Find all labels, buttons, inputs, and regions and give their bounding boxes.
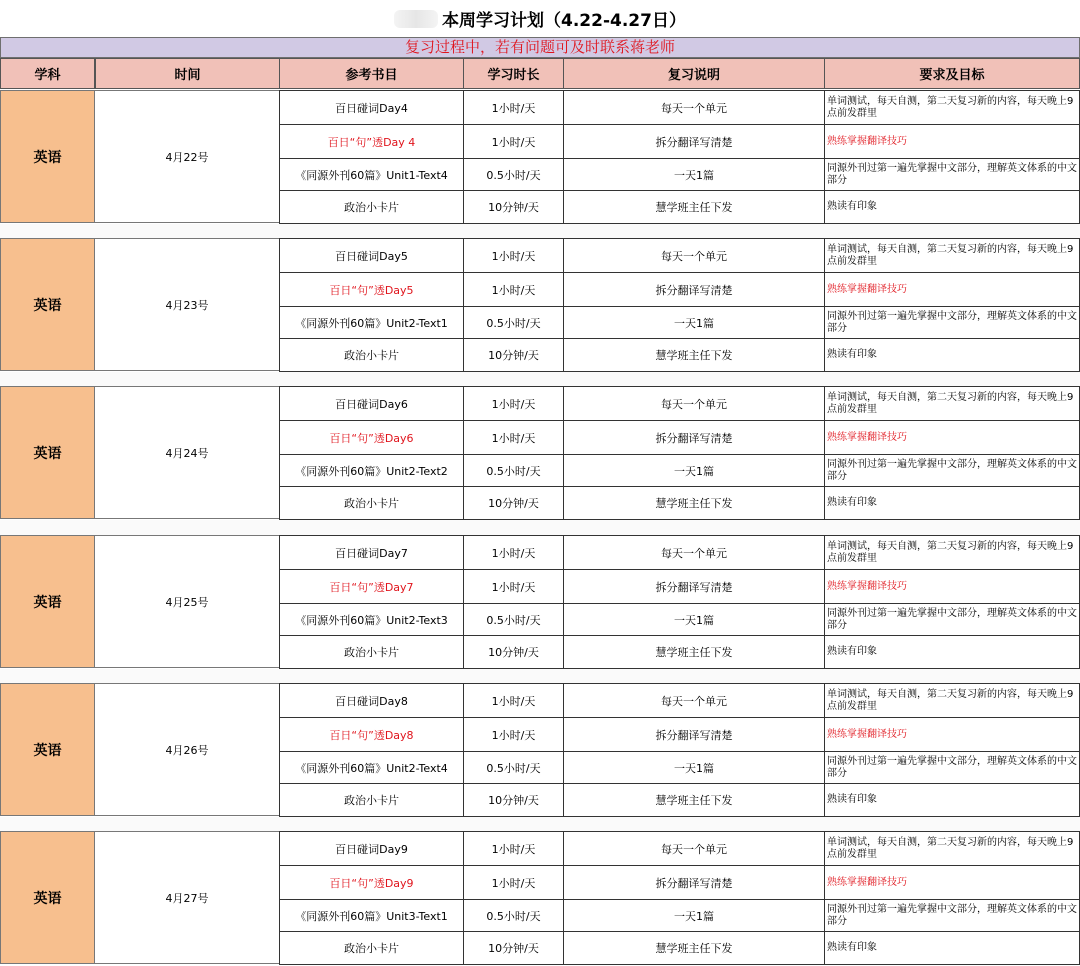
notes-cell: 慧学班主任下发	[563, 338, 825, 372]
notes-cell: 每天一个单元	[563, 90, 825, 125]
notes-cell: 每天一个单元	[563, 238, 825, 273]
goals-cell: 单词测试，每天自测，第二天复习新的内容，每天晚上9点前发群里	[824, 683, 1080, 718]
goals-cell: 熟练掌握翻译技巧	[824, 865, 1080, 900]
book-cell: 政治小卡片	[279, 635, 464, 669]
goals-cell: 单词测试，每天自测，第二天复习新的内容，每天晚上9点前发群里	[824, 831, 1080, 866]
notes-cell: 一天1篇	[563, 603, 825, 636]
book-cell: 百日“句”透Day8	[279, 717, 464, 752]
goals-cell: 同源外刊过第一遍先掌握中文部分，理解英文体系的中文部分	[824, 306, 1080, 339]
goals-cell: 单词测试，每天自测，第二天复习新的内容，每天晚上9点前发群里	[824, 386, 1080, 421]
notes-cell: 拆分翻译写清楚	[563, 124, 825, 159]
duration-cell: 1小时/天	[463, 90, 564, 125]
subject-cell: 英语	[0, 831, 95, 964]
duration-cell: 1小时/天	[463, 683, 564, 718]
page-title	[0, 0, 1080, 37]
goals-cell: 单词测试，每天自测，第二天复习新的内容，每天晚上9点前发群里	[824, 90, 1080, 125]
notes-cell: 慧学班主任下发	[563, 783, 825, 817]
goals-cell: 熟练掌握翻译技巧	[824, 569, 1080, 604]
header-book: 参考书目	[279, 58, 464, 89]
duration-cell: 0.5小时/天	[463, 751, 564, 784]
book-cell: 百日碰词Day4	[279, 90, 464, 125]
date-cell: 4月25号	[95, 535, 279, 668]
duration-cell: 10分钟/天	[463, 783, 564, 817]
duration-cell: 1小时/天	[463, 831, 564, 866]
notes-cell: 每天一个单元	[563, 386, 825, 421]
book-cell: 百日“句”透Day6	[279, 420, 464, 455]
goals-cell: 单词测试，每天自测，第二天复习新的内容，每天晚上9点前发群里	[824, 535, 1080, 570]
book-cell: 百日“句”透Day9	[279, 865, 464, 900]
book-cell: 百日碰词Day9	[279, 831, 464, 866]
book-cell: 《同源外刊60篇》Unit1-Text4	[279, 158, 464, 191]
book-cell: 政治小卡片	[279, 190, 464, 224]
header-time: 时间	[95, 58, 280, 89]
notes-cell: 拆分翻译写清楚	[563, 272, 825, 307]
date-cell: 4月27号	[95, 831, 279, 964]
goals-cell: 熟读有印象	[824, 635, 1080, 669]
book-cell: 《同源外刊60篇》Unit2-Text3	[279, 603, 464, 636]
notes-cell: 一天1篇	[563, 751, 825, 784]
duration-cell: 10分钟/天	[463, 338, 564, 372]
goals-cell: 熟练掌握翻译技巧	[824, 717, 1080, 752]
book-cell: 百日“句”透Day 4	[279, 124, 464, 159]
notes-cell: 拆分翻译写清楚	[563, 569, 825, 604]
date-cell: 4月26号	[95, 683, 279, 816]
subject-cell: 英语	[0, 683, 95, 816]
title-text: 本周学习计划（4.22-4.27日）	[442, 11, 686, 31]
notes-cell: 每天一个单元	[563, 831, 825, 866]
book-cell: 政治小卡片	[279, 486, 464, 520]
goals-cell: 熟练掌握翻译技巧	[824, 420, 1080, 455]
goals-cell: 熟读有印象	[824, 486, 1080, 520]
goals-cell: 同源外刊过第一遍先掌握中文部分，理解英文体系的中文部分	[824, 603, 1080, 636]
goals-cell: 熟读有印象	[824, 783, 1080, 817]
duration-cell: 1小时/天	[463, 535, 564, 570]
notes-cell: 一天1篇	[563, 899, 825, 932]
book-cell: 《同源外刊60篇》Unit2-Text1	[279, 306, 464, 339]
subject-cell: 英语	[0, 535, 95, 668]
goals-cell: 熟读有印象	[824, 190, 1080, 224]
goals-cell: 同源外刊过第一遍先掌握中文部分，理解英文体系的中文部分	[824, 751, 1080, 784]
duration-cell: 0.5小时/天	[463, 603, 564, 636]
book-cell: 百日“句”透Day7	[279, 569, 464, 604]
redacted-mark	[394, 10, 438, 28]
goals-cell: 单词测试，每天自测，第二天复习新的内容，每天晚上9点前发群里	[824, 238, 1080, 273]
notes-cell: 慧学班主任下发	[563, 190, 825, 224]
notice-banner: 复习过程中，若有问题可及时联系蒋老师	[0, 37, 1080, 58]
notes-cell: 慧学班主任下发	[563, 635, 825, 669]
book-cell: 百日碰词Day5	[279, 238, 464, 273]
goals-cell: 同源外刊过第一遍先掌握中文部分，理解英文体系的中文部分	[824, 454, 1080, 487]
book-cell: 《同源外刊60篇》Unit2-Text2	[279, 454, 464, 487]
notes-cell: 慧学班主任下发	[563, 931, 825, 965]
notes-cell: 拆分翻译写清楚	[563, 717, 825, 752]
duration-cell: 10分钟/天	[463, 931, 564, 965]
notes-cell: 一天1篇	[563, 454, 825, 487]
notes-cell: 一天1篇	[563, 158, 825, 191]
header-duration: 学习时长	[463, 58, 564, 89]
goals-cell: 同源外刊过第一遍先掌握中文部分，理解英文体系的中文部分	[824, 899, 1080, 932]
duration-cell: 0.5小时/天	[463, 454, 564, 487]
block-spacer	[0, 520, 1080, 536]
duration-cell: 10分钟/天	[463, 190, 564, 224]
notes-cell: 一天1篇	[563, 306, 825, 339]
book-cell: 《同源外刊60篇》Unit3-Text1	[279, 899, 464, 932]
subject-cell: 英语	[0, 90, 95, 223]
book-cell: 百日碰词Day6	[279, 386, 464, 421]
duration-cell: 1小时/天	[463, 272, 564, 307]
date-cell: 4月24号	[95, 386, 279, 519]
book-cell: 百日碰词Day8	[279, 683, 464, 718]
goals-cell: 熟读有印象	[824, 931, 1080, 965]
book-cell: 百日“句”透Day5	[279, 272, 464, 307]
duration-cell: 1小时/天	[463, 420, 564, 455]
goals-cell: 熟练掌握翻译技巧	[824, 124, 1080, 159]
notes-cell: 慧学班主任下发	[563, 486, 825, 520]
notes-cell: 拆分翻译写清楚	[563, 420, 825, 455]
book-cell: 政治小卡片	[279, 338, 464, 372]
subject-cell: 英语	[0, 238, 95, 371]
goals-cell: 同源外刊过第一遍先掌握中文部分，理解英文体系的中文部分	[824, 158, 1080, 191]
notes-cell: 每天一个单元	[563, 683, 825, 718]
duration-cell: 1小时/天	[463, 238, 564, 273]
duration-cell: 10分钟/天	[463, 635, 564, 669]
header-subject: 学科	[0, 58, 95, 89]
book-cell: 《同源外刊60篇》Unit2-Text4	[279, 751, 464, 784]
duration-cell: 1小时/天	[463, 569, 564, 604]
book-cell: 政治小卡片	[279, 783, 464, 817]
date-cell: 4月22号	[95, 90, 279, 223]
duration-cell: 1小时/天	[463, 124, 564, 159]
notes-cell: 每天一个单元	[563, 535, 825, 570]
duration-cell: 0.5小时/天	[463, 899, 564, 932]
duration-cell: 1小时/天	[463, 386, 564, 421]
duration-cell: 1小时/天	[463, 717, 564, 752]
duration-cell: 10分钟/天	[463, 486, 564, 520]
subject-cell: 英语	[0, 386, 95, 519]
date-cell: 4月23号	[95, 238, 279, 371]
book-cell: 百日碰词Day7	[279, 535, 464, 570]
notes-cell: 拆分翻译写清楚	[563, 865, 825, 900]
goals-cell: 熟练掌握翻译技巧	[824, 272, 1080, 307]
duration-cell: 1小时/天	[463, 865, 564, 900]
header-notes: 复习说明	[563, 58, 825, 89]
goals-cell: 熟读有印象	[824, 338, 1080, 372]
duration-cell: 0.5小时/天	[463, 306, 564, 339]
duration-cell: 0.5小时/天	[463, 158, 564, 191]
book-cell: 政治小卡片	[279, 931, 464, 965]
header-goals: 要求及目标	[824, 58, 1080, 89]
